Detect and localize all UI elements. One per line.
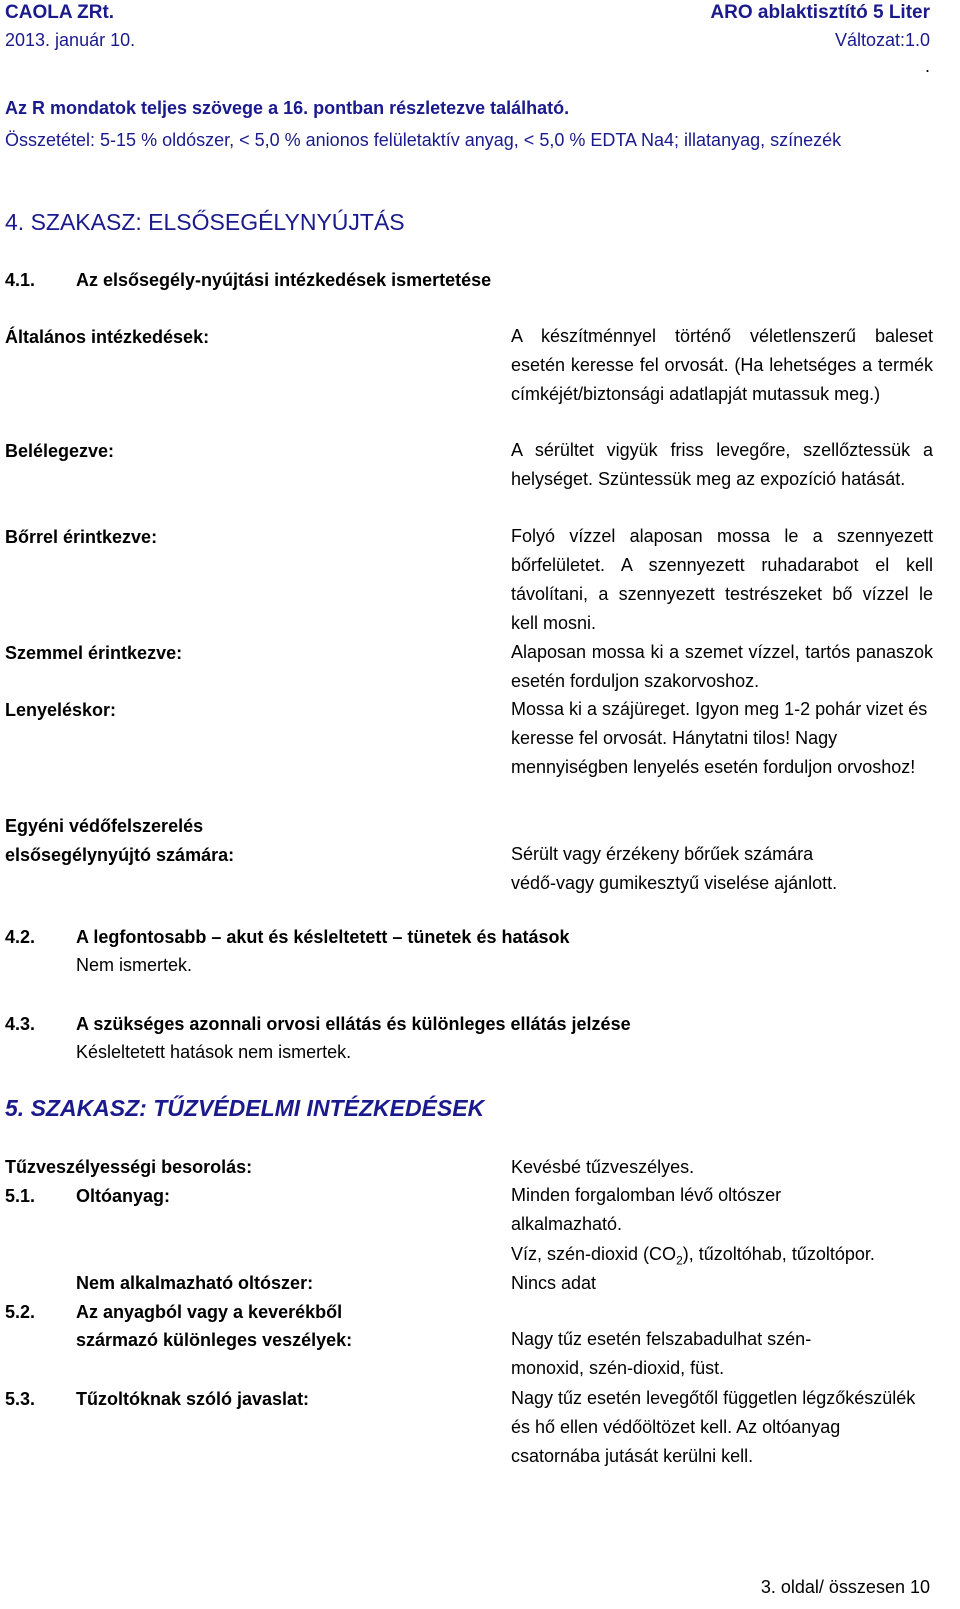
section4-2-title: A legfontosabb – akut és késleltetett – tünetek és hatások [76,927,570,947]
page-footer: 3. oldal/ összesen 10 [760,1577,930,1597]
media-text-pre: Víz, szén-dioxid (CO [511,1244,677,1264]
section5-2-text: Nagy tűz esetén felszabadulhat szén-monoxid, szén-dioxid, füst. [511,1329,812,1378]
document-version: Változat:1.0 [834,30,930,50]
unsuitable-media-label: Nem alkalmazható oltószer: [76,1273,314,1293]
section4-2-text: Nem ismertek. [76,955,193,975]
section4-title: 4. SZAKASZ: ELSŐSEGÉLYNYÚJTÁS [5,209,405,235]
first-aid-label-ingestion: Lenyeléskor: [5,700,117,720]
media-text-post: ), tűzoltóhab, tűzoltópor. [682,1244,875,1264]
first-aid-label-skin: Bőrrel érintkezve: [5,527,158,547]
section5-3-number: 5.3. [5,1389,36,1409]
section4-3-title: A szükséges azonnali orvosi ellátás és különleges ellátás jelzése [76,1014,631,1034]
first-aid-text-ingestion: Mossa ki a szájüreget. Igyon meg 1-2 pohár vizet és keresse fel orvosát. Hánytatni tilos! Nagy mennyiségben lenyelés esetén forduljon orvoshoz! [511,699,928,777]
co2-subscript: 2 [676,1253,683,1268]
first-aid-text-skin: Folyó vízzel alaposan mossa le a szennyezett bőrfelületet. A szennyezett ruhadarabot el kell távolítani, a szennyezett testrészeket bő vízzel le kell mosni. [511,526,933,633]
first-aid-label-eye: Szemmel érintkezve: [5,643,183,663]
section4-3-number: 4.3. [5,1014,36,1034]
first-aid-label-general: Általános intézkedések: [5,327,210,347]
unsuitable-media-value: Nincs adat [511,1273,597,1293]
document-date: 2013. január 10. [5,30,136,50]
company-name: CAOLA ZRt. [5,2,115,23]
composition-text: Összetétel: 5-15 % oldószer, < 5,0 % anionos felületaktív anyag, < 5,0 % EDTA Na4; illatanyag, színezék [5,130,842,150]
section5-3-text: Nagy tűz esetén levegőtől független légzőkészülék és hő ellen védőöltözet kell. Az oltóanyag csatornába jutását kerülni kell. [511,1388,916,1466]
first-aid-label-inhalation: Belélegezve: [5,441,115,461]
section5-1-media [511,1244,875,1268]
section4-1-title: Az elsősegély-nyújtási intézkedések ismertetése [76,270,492,290]
first-aid-text-ppe: Sérült vagy érzékeny bőrűek számára védő-vagy gumikesztyű viselése ajánlott. [511,844,838,893]
first-aid-text-inhalation: A sérültet vigyük friss levegőre, szellőztessük a helységet. Szüntessük meg az expozíció hatását. [511,440,933,489]
section5-1-text: Minden forgalomban lévő oltószer alkalmazható. [511,1185,782,1234]
header-dot: . [924,56,930,76]
section5-3-label: Tűzoltóknak szóló javaslat: [76,1389,310,1409]
section5-2-number: 5.2. [5,1302,36,1322]
first-aid-label-ppe: Egyéni védőfelszerelés elsősegélynyújtó számára: [5,816,235,865]
fire-class-label: Tűzveszélyességi besorolás: [5,1157,253,1177]
section5-1-label: Oltóanyag: [76,1186,171,1206]
section5-1-number: 5.1. [5,1186,36,1206]
product-name: ARO ablaktisztító 5 Liter [710,2,930,23]
section4-1-number: 4.1. [5,270,36,290]
fire-class-value: Kevésbé tűzveszélyes. [511,1157,695,1177]
section5-title: 5. SZAKASZ: TŰZVÉDELMI INTÉZKEDÉSEK [5,1095,485,1121]
section4-3-text: Késleltetett hatások nem ismertek. [76,1042,352,1062]
first-aid-text-general: A készítménnyel történő véletlenszerű baleset esetén keresse fel orvosát. (Ha lehetséges a termék címkéjét/biztonsági adatlapját mutassuk meg.) [511,326,933,404]
section4-2-number: 4.2. [5,927,36,947]
r-phrases-note: Az R mondatok teljes szövege a 16. pontban részletezve található. [5,98,570,118]
first-aid-text-eye: Alaposan mossa ki a szemet vízzel, tartós panaszok esetén forduljon szakorvoshoz. [511,642,933,691]
section5-2-label-line1: Az anyagból vagy a keverékből [76,1302,343,1322]
section5-2-label-line2: származó különleges veszélyek: [76,1330,353,1350]
